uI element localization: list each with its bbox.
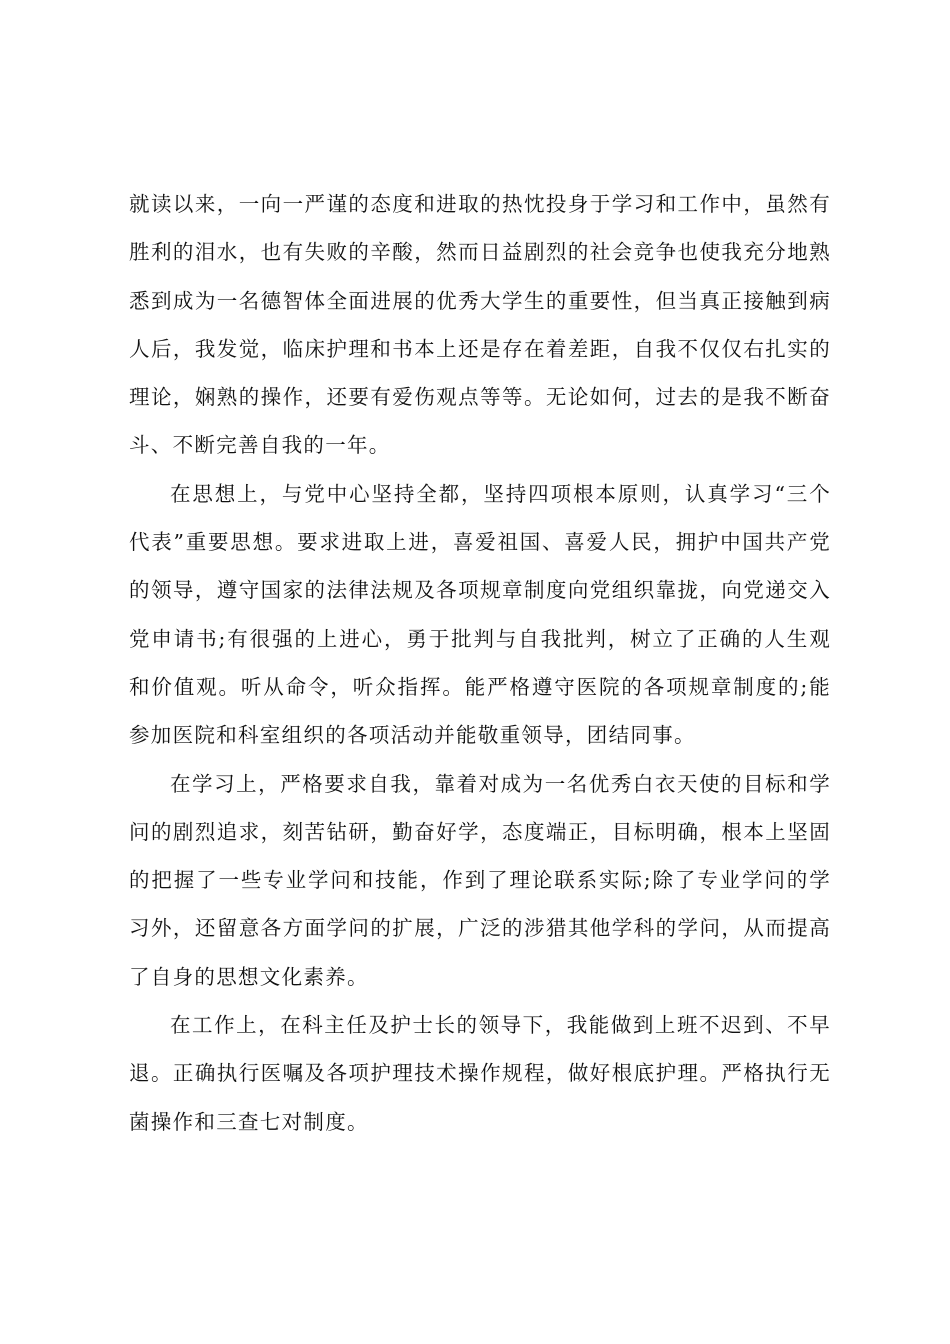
paragraph-thought: 在思想上，与党中心坚持全都，坚持四项根本原则，认真学习“三个代表”重要思想。要求进取上进，喜爱祖国、喜爱人民，拥护中国共产党的领导，遵守国家的法律法规及各项规章制度向党组织靠拢，向党递交入党申请书;有很强的上进心，勇于批判与自我批判，树立了正确的人生观和价值观。听从命令，听众指挥。能严格遵守医院的各项规章制度的;能参加医院和科室组织的各项活动并能敬重领导，团结同事。 <box>129 481 831 748</box>
paragraph-study: 在学习上，严格要求自我，靠着对成为一名优秀白衣天使的目标和学问的剧烈追求，刻苦钻研，勤奋好学，态度端正，目标明确，根本上坚固的把握了一些专业学问和技能，作到了理论联系实际;除了专业学问的学习外，还留意各方面学问的扩展，广泛的涉猎其他学科的学问，从而提高了自身的思想文化素养。 <box>129 771 831 989</box>
document-body <box>129 180 831 1146</box>
paragraph-intro: 就读以来，一向一严谨的态度和进取的热忱投身于学习和工作中，虽然有胜利的泪水，也有失败的辛酸，然而日益剧烈的社会竞争也使我充分地熟悉到成为一名德智体全面进展的优秀大学生的重要性，但当真正接触到病人后，我发觉，临床护理和书本上还是存在着差距，自我不仅仅右扎实的理论，娴熟的操作，还要有爱伤观点等等。无论如何，过去的是我不断奋斗、不断完善自我的一年。 <box>129 192 831 458</box>
paragraph-work: 在工作上，在科主任及护士长的领导下，我能做到上班不迟到、不早退。正确执行医嘱及各项护理技术操作规程，做好根底护理。严格执行无菌操作和三查七对制度。 <box>129 1013 831 1134</box>
